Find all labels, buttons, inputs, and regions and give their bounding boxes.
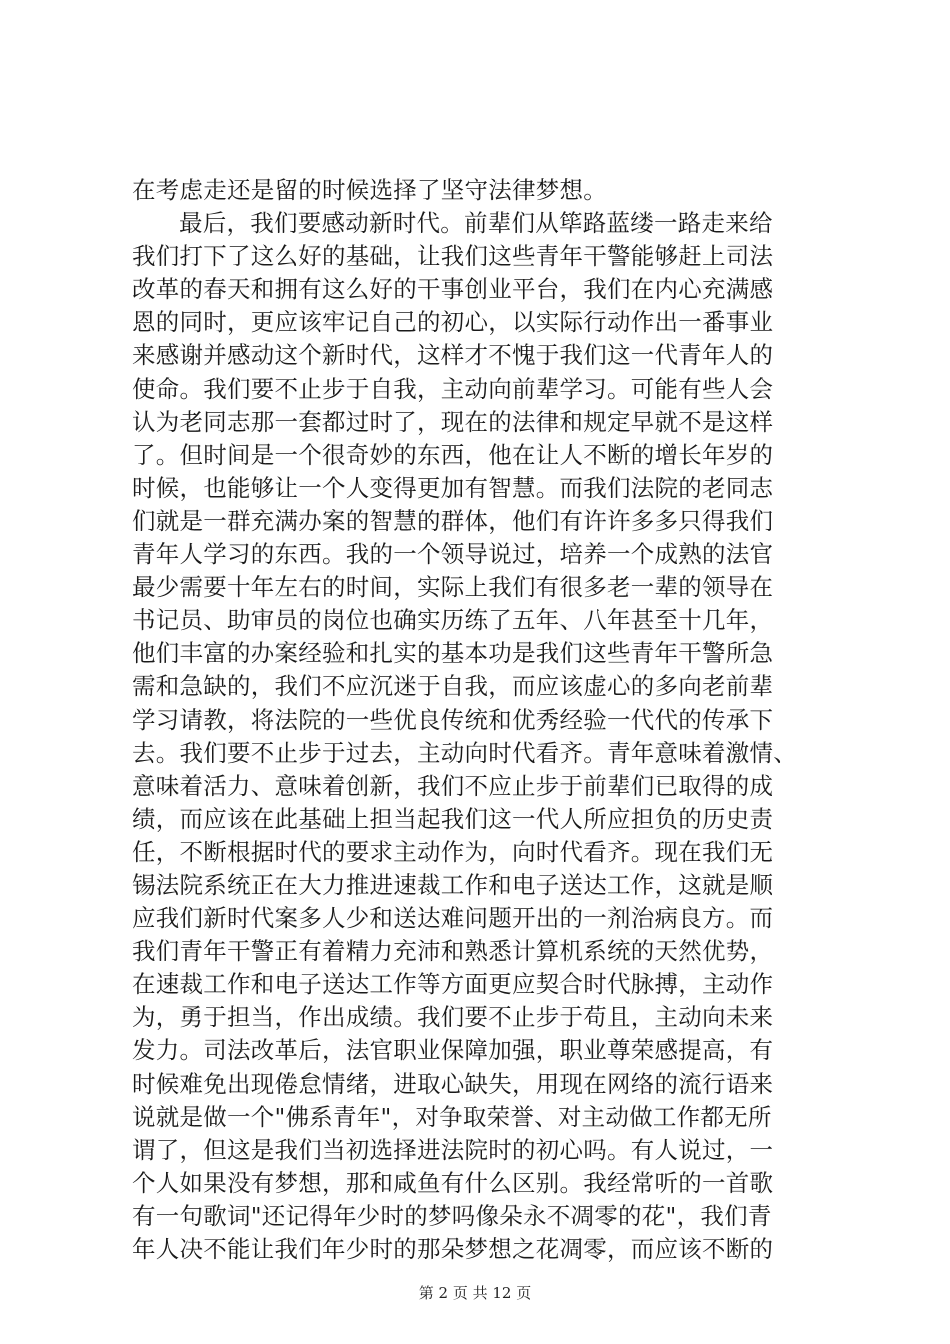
text-line: 他们丰富的办案经验和扎实的基本功是我们这些青年干警所急 (132, 639, 774, 668)
text-line: 应我们新时代案多人少和送达难问题开出的一剂治病良方。而 (132, 904, 774, 933)
text-line: 个人如果没有梦想，那和咸鱼有什么区别。我经常听的一首歌 (132, 1168, 774, 1197)
text-line: 有一句歌词"还记得年少时的梦吗像朵永不凋零的花"，我们青 (132, 1201, 772, 1230)
text-line: 发力。司法改革后，法官职业保障加强，职业尊荣感提高，有 (132, 1036, 774, 1065)
text-line: 使命。我们要不止步于自我，主动向前辈学习。可能有些人会 (132, 374, 774, 403)
text-line: 谓了，但这是我们当初选择进法院时的初心吗。有人说过，一 (132, 1135, 774, 1164)
text-line: 锡法院系统正在大力推进速裁工作和电子送达工作，这就是顺 (132, 870, 774, 899)
text-line: 我们打下了这么好的基础，让我们这些青年干警能够赶上司法 (132, 242, 774, 271)
text-line: 来感谢并感动这个新时代，这样才不愧于我们这一代青年人的 (132, 341, 774, 370)
text-line: 改革的春天和拥有这么好的干事创业平台，我们在内心充满感 (132, 275, 774, 304)
text-line: 在考虑走还是留的时候选择了坚守法律梦想。 (132, 176, 607, 204)
text-line: 学习请教，将法院的一些优良传统和优秀经验一代代的传承下 (132, 705, 774, 734)
text-line: 书记员、助审员的岗位也确实历练了五年、八年甚至十几年， (132, 606, 774, 635)
text-line: 恩的同时，更应该牢记自己的初心，以实际行动作出一番事业 (132, 308, 774, 337)
text-line: 最少需要十年左右的时间，实际上我们有很多老一辈的领导在 (132, 573, 774, 602)
page-number-footer: 第 2 页 共 12 页 (418, 1284, 532, 1302)
text-line: 时候难免出现倦怠情绪，进取心缺失，用现在网络的流行语来 (132, 1069, 774, 1098)
text-line: 绩，而应该在此基础上担当起我们这一代人所应担负的历史责 (132, 804, 774, 833)
text-line: 认为老同志那一套都过时了，现在的法律和规定早就不是这样 (132, 407, 774, 436)
text-line: 为，勇于担当，作出成绩。我们要不止步于苟且，主动向未来 (132, 1003, 774, 1032)
text-line: 年人决不能让我们年少时的那朵梦想之花凋零，而应该不断的 (132, 1235, 774, 1263)
text-line: 需和急缺的，我们不应沉迷于自我，而应该虚心的多向老前辈 (132, 672, 774, 701)
text-line: 任，不断根据时代的要求主动作为，向时代看齐。现在我们无 (132, 837, 774, 866)
text-line: 我们青年干警正有着精力充沛和熟悉计算机系统的天然优势， (132, 937, 774, 966)
text-line: 意味着活力、意味着创新，我们不应止步于前辈们已取得的成 (132, 771, 774, 800)
paragraph-first-line: 最后，我们要感动新时代。前辈们从筚路蓝缕一路走来给 (179, 209, 773, 238)
text-line: 在速裁工作和电子送达工作等方面更应契合时代脉搏，主动作 (132, 970, 774, 999)
document-body (132, 174, 822, 1266)
text-line: 去。我们要不止步于过去，主动向时代看齐。青年意味着激情、 (132, 738, 797, 767)
text-line: 时候，也能够让一个人变得更加有智慧。而我们法院的老同志 (132, 473, 774, 502)
text-line: 说就是做一个"佛系青年"，对争取荣誉、对主动做工作都无所 (132, 1102, 772, 1131)
text-line: 们就是一群充满办案的智慧的群体，他们有许许多多只得我们 (132, 506, 774, 535)
text-line: 青年人学习的东西。我的一个领导说过，培养一个成熟的法官 (132, 540, 774, 569)
text-line: 了。但时间是一个很奇妙的东西，他在让人不断的增长年岁的 (132, 440, 774, 469)
